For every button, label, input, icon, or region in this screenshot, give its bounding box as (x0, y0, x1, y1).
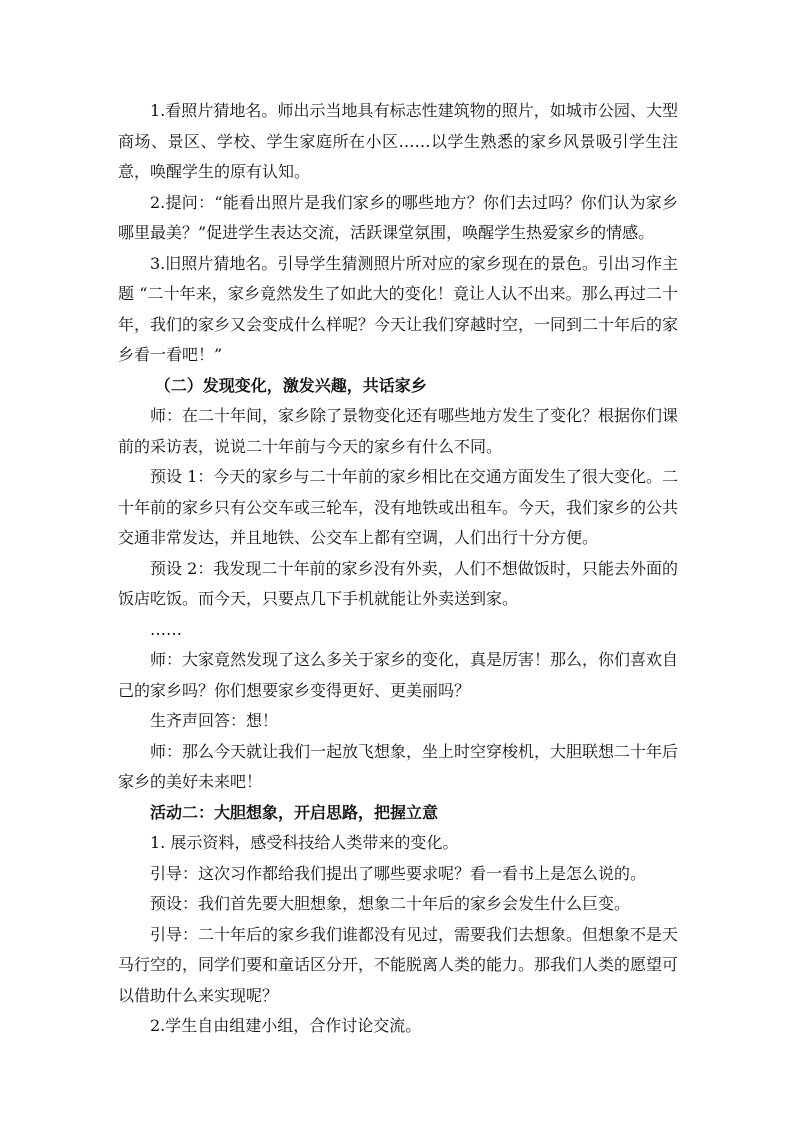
paragraph-students-answer: 生齐声回答：想！ (150, 711, 279, 730)
paragraph-teacher-praise: 师：大家竟然发现了这么多关于家乡的变化，真是厉害！那么，你们喜欢自己的家乡吗？你们想要家乡变得更好、更美丽吗？ (118, 650, 679, 700)
paragraph-guide-requirements: 引导：这次习作都给我们提出了哪些要求呢？看一看书上是怎么说的。 (150, 863, 647, 883)
paragraph-preset-1: 预设 1：今天的家乡与二十年前的家乡相比在交通方面发生了很大变化。二十年前的家乡只有公交车或三轮车，没有地铁或出租车。今天，我们家乡的公共交通非常发达，并且地铁、公交车上都有空调，人们出行十分方便。 (118, 467, 679, 547)
paragraph-teacher-imagine: 师：那么今天就让我们一起放飞想象，坐上时空穿梭机，大胆联想二十年后家乡的美好未来吧！ (118, 741, 679, 791)
paragraph-show-materials: 1. 展示资料，感受科技给人类带来的变化。 (150, 833, 459, 852)
paragraph-group-discussion: 2.学生自由组建小组，合作讨论交流。 (150, 1016, 422, 1035)
paragraph-teacher-question: 师：在二十年间，家乡除了景物变化还有哪些地方发生了变化？根据你们课前的采访表，说说二十年前与今天的家乡有什么不同。 (118, 406, 679, 456)
document-page (118, 96, 678, 1042)
section-heading-discover-changes: （二）发现变化，激发兴趣，共话家乡 (154, 375, 427, 395)
paragraph-question-prompt: 2.提问：“能看出照片是我们家乡的哪些地方？你们去过吗？你们认为家乡哪里最美？”促进学生表达交流，活跃课堂氛围，唤醒学生热爱家乡的情感。 (118, 192, 678, 242)
paragraph-ellipsis: …… (150, 619, 182, 639)
paragraph-preset-imagine: 预设：我们首先要大胆想象，想象二十年后的家乡会发生什么巨变。 (150, 894, 631, 913)
paragraph-old-photo-guess: 3.旧照片猜地名。引导学生猜测照片所对应的家乡现在的景色。引出习作主题 “二十年来，家乡竟然发生了如此大的变化！竟让人认不出来。那么再过二十年，我们的家乡又会变成什么样呢？今天让我们穿越时空，一同到二十年后的家乡看一看吧！” (118, 253, 679, 364)
paragraph-guide-imagination: 引导：二十年后的家乡我们谁都没有见过，需要我们去想象。但想象不是天马行空的，同学们要和童话区分开，不能脱离人类的能力。那我们人类的愿望可以借助什么来实现呢？ (118, 924, 679, 1005)
paragraph-guess-place-by-photo: 1.看照片猜地名。师出示当地具有标志性建筑物的照片，如城市公园、大型商场、景区、学校、学生家庭所在小区……以学生熟悉的家乡风景吸引学生注意，唤醒学生的原有认知。 (118, 101, 678, 181)
section-heading-activity-two: 活动二：大胆想象，开启思路，把握立意 (150, 802, 439, 822)
paragraph-preset-2: 预设 2：我发现二十年前的家乡没有外卖，人们不想做饭时，只能去外面的饭店吃饭。而今天，只要点几下手机就能让外卖送到家。 (118, 558, 678, 608)
